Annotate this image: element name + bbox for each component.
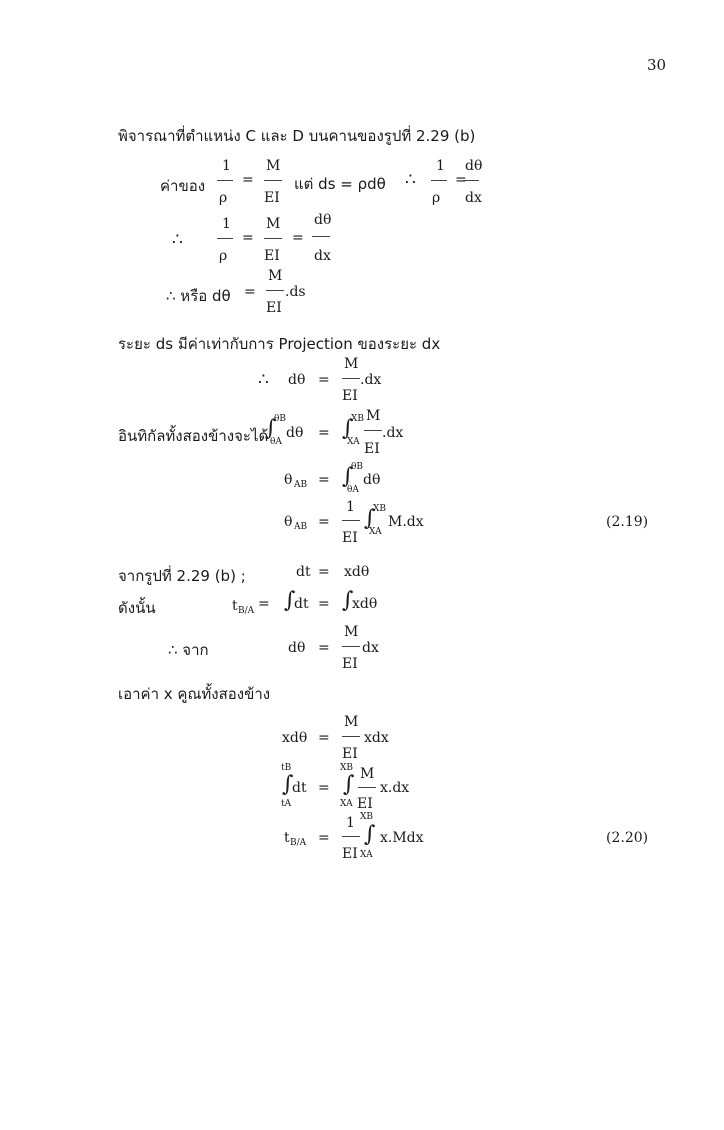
eq1-fraction-bar (217, 180, 233, 181)
eq6-equals: = (318, 472, 330, 488)
eq12-integral-sign-2: ∫ (343, 772, 355, 797)
eq3-fraction-bar (266, 290, 284, 291)
eq12-integral-sign: ∫ (282, 772, 294, 797)
eq10-EI: EI (342, 656, 358, 672)
eq13-subscript: B/A (290, 838, 307, 848)
eq1-equals: = (242, 172, 254, 188)
eq6-integral-sign: ∫ (342, 464, 354, 489)
eq6-upper-limit: θB (351, 462, 364, 472)
eq5-upper-limit-2: XB (351, 414, 365, 424)
eq10-dtheta: dθ (288, 640, 306, 656)
eq10-fraction-bar (342, 646, 360, 647)
eq8-label: จากรูปที่ 2.29 (b) ; (118, 567, 246, 585)
eq13-integral-sign: ∫ (364, 822, 376, 847)
eq9-integral-sign-2: ∫ (342, 588, 354, 613)
eq5-label: อินทิกัลทั้งสองข้างจะได้ (118, 427, 269, 445)
eq7-one: 1 (346, 499, 355, 515)
eq5-lower-limit-2: XA (347, 437, 360, 447)
eq9-rhs: xdθ (352, 596, 378, 612)
eq2-rho: ρ (219, 248, 228, 264)
page-number: 30 (647, 56, 667, 74)
eq5-equals: = (318, 425, 330, 441)
eq2-fraction-bar (217, 238, 233, 239)
eq1-therefore: ∴ (405, 170, 416, 190)
eq13-t: t (284, 830, 290, 846)
eq13-equals: = (318, 830, 330, 846)
eq7-Mdx: M.dx (388, 514, 424, 530)
eq13-EI: EI (342, 846, 358, 862)
eq9-equals-2: = (318, 596, 330, 612)
eq1-fraction-bar-3 (431, 180, 447, 181)
eq11-EI: EI (342, 746, 358, 762)
eq1-dx: dx (465, 190, 482, 206)
eq2-therefore: ∴ (172, 230, 183, 250)
eq3-EI: EI (266, 300, 282, 316)
eq2-one: 1 (222, 216, 231, 232)
eq1-dtheta: dθ (465, 158, 483, 174)
eq7-fraction-bar (342, 520, 360, 521)
eq13-xMdx: x.Mdx (380, 830, 424, 846)
eq9-dt: dt (294, 596, 309, 612)
eq7-upper-limit: XB (373, 504, 387, 514)
eq2-M: M (266, 216, 281, 232)
eq5-EI: EI (364, 441, 380, 457)
eq2-fraction-bar-2 (264, 238, 282, 239)
eq2-fraction-bar-3 (312, 236, 330, 237)
eq12-upper-limit: tB (281, 763, 292, 773)
eq2-equals-2: = (292, 230, 304, 246)
eq10-equals: = (318, 640, 330, 656)
eq1-EI: EI (264, 190, 280, 206)
eq7-integral-sign: ∫ (364, 506, 376, 531)
eq12-fraction-bar (358, 787, 376, 788)
eq5-fraction-bar (364, 430, 382, 431)
eq1-equals-2: = (455, 172, 467, 188)
eq1-M: M (266, 158, 281, 174)
eq9-t: t (232, 598, 238, 614)
eq13-one: 1 (346, 815, 355, 831)
eq1-rho: ρ (219, 190, 228, 206)
eq3-equals: = (244, 284, 256, 300)
eq2-dx: dx (314, 248, 331, 264)
eq12-M: M (360, 766, 375, 782)
eq2-dtheta: dθ (314, 212, 332, 228)
eq12-equals: = (318, 780, 330, 796)
eq12-dt: dt (292, 780, 307, 796)
eq11-fraction-bar (342, 736, 360, 737)
eq8-dt: dt (296, 564, 311, 580)
eq5-integral-sign: ∫ (265, 416, 277, 441)
eq5-dx: .dx (382, 425, 404, 441)
eq7-equation-number: (2.19) (606, 514, 649, 530)
eq4-fraction-bar (342, 378, 360, 379)
eq5-lower-limit: θA (270, 437, 282, 447)
eq11-equals: = (318, 730, 330, 746)
eq1-rho-2: ρ (432, 190, 441, 206)
eq1-numerator-one: 1 (222, 158, 231, 174)
eq7-subscript: AB (294, 522, 308, 532)
eq12-lower-limit-2: XA (340, 799, 353, 809)
eq7-theta: θ (284, 514, 293, 530)
eq1-fraction-bar-2 (264, 180, 282, 181)
eq6-lower-limit: θA (347, 485, 359, 495)
eq9-subscript: B/A (238, 606, 255, 616)
eq7-equals: = (318, 514, 330, 530)
eq3-left: ∴ หรือ dθ (166, 287, 231, 305)
eq1-but: แต่ ds = ρdθ (294, 175, 386, 193)
eq10-label: ∴ จาก (168, 641, 209, 659)
intro-text: พิจารณาที่ตำแหน่ง C และ D บนคานของรูปที่ 2.29 (b) (118, 127, 476, 145)
eq12-lower-limit: tA (281, 799, 292, 809)
multiply-text: เอาค่า x คูณทั้งสองข้าง (118, 685, 271, 703)
eq1-fraction-bar-4 (463, 180, 479, 181)
eq13-equation-number: (2.20) (606, 830, 649, 846)
eq5-M: M (366, 408, 381, 424)
eq13-upper-limit: XB (360, 812, 374, 822)
eq5-upper-limit: θB (274, 414, 287, 424)
eq2-equals: = (242, 230, 254, 246)
eq11-xdx: xdx (364, 730, 389, 746)
eq10-M: M (344, 624, 359, 640)
eq6-dtheta: dθ (363, 472, 381, 488)
eq10-dx: dx (362, 640, 379, 656)
eq11-M: M (344, 714, 359, 730)
eq13-fraction-bar (342, 836, 360, 837)
eq9-equals: = (258, 596, 270, 612)
eq1-label: ค่าของ (160, 177, 206, 195)
eq4-M: M (344, 356, 359, 372)
eq5-dtheta: dθ (286, 425, 304, 441)
eq7-EI: EI (342, 530, 358, 546)
eq6-subscript: AB (294, 480, 308, 490)
eq9-label: ดังนั้น (118, 599, 156, 617)
eq11-lhs: xdθ (282, 730, 308, 746)
eq12-upper-limit-2: XB (340, 763, 354, 773)
projection-text: ระยะ ds มีค่าเท่ากับการ Projection ของระยะ dx (118, 335, 441, 353)
eq8-equals: = (318, 564, 330, 580)
eq4-equals: = (318, 372, 330, 388)
eq3-M: M (268, 268, 283, 284)
eq6-theta: θ (284, 472, 293, 488)
eq4-dx: .dx (360, 372, 382, 388)
eq2-EI: EI (264, 248, 280, 264)
eq12-EI: EI (357, 796, 373, 812)
eq12-xdx: x.dx (380, 780, 410, 796)
eq9-integral-sign: ∫ (284, 588, 296, 613)
eq3-ds: .ds (285, 284, 306, 300)
eq1-numerator-one-2: 1 (436, 158, 445, 174)
eq4-therefore: ∴ (258, 370, 269, 390)
eq7-lower-limit: XA (369, 527, 382, 537)
eq13-lower-limit: XA (360, 850, 373, 860)
eq4-EI: EI (342, 388, 358, 404)
eq4-dtheta: dθ (288, 372, 306, 388)
eq8-rhs: xdθ (344, 564, 370, 580)
eq5-integral-sign-2: ∫ (342, 416, 354, 441)
